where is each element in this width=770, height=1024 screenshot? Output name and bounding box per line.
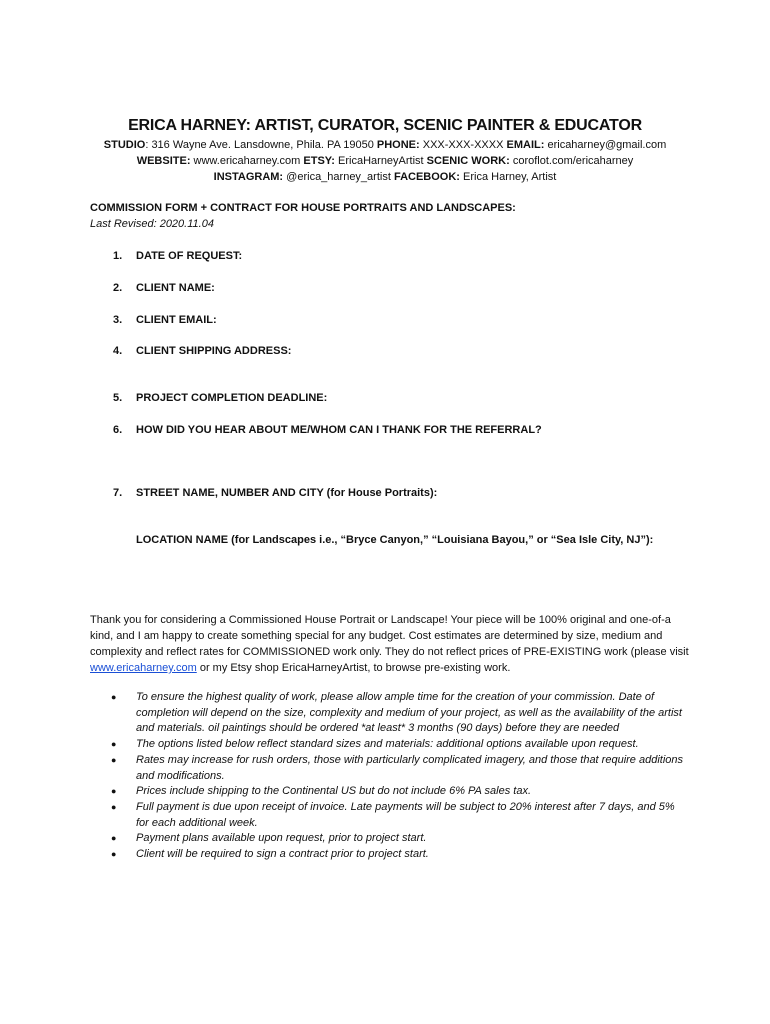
list-item <box>90 800 690 831</box>
field-label: HOW DID YOU HEAR ABOUT ME/WHOM CAN I THANK FOR THE REFERRAL? <box>136 424 542 436</box>
field-number: 5. <box>113 392 123 404</box>
field-label: CLIENT EMAIL: <box>136 314 217 326</box>
list-item <box>90 737 690 753</box>
studio-address: : 316 Wayne Ave. Lansdowne, Phila. PA 19050 <box>145 139 374 151</box>
field-label: STREET NAME, NUMBER AND CITY (for House Portraits): <box>136 487 438 499</box>
bullet-icon: ● <box>111 754 117 765</box>
intro-paragraph <box>90 612 690 676</box>
phone-label: PHONE: <box>376 139 420 151</box>
contact-line-studio <box>0 139 770 151</box>
document-title: ERICA HARNEY: ARTIST, CURATOR, SCENIC PAINTER & EDUCATOR <box>128 117 642 134</box>
list-item-text: To ensure the highest quality of work, please allow ample time for the creation of your commission. Date of completion will depend on the size, complexity and medium of your project, as well as the availability of the artist and materials. oil paintings should be ordered *at least* 3 months (90 days) before they are needed <box>136 691 682 735</box>
field-number: 4. <box>113 345 123 357</box>
scenic-work-label: SCENIC WORK: <box>426 155 510 167</box>
facebook-value: Erica Harney, Artist <box>463 171 557 183</box>
field-label: DATE OF REQUEST: <box>136 250 243 262</box>
field-number: 7. <box>113 487 123 499</box>
field-date-of-request <box>113 250 242 262</box>
field-label: PROJECT COMPLETION DEADLINE: <box>136 392 328 404</box>
website-value: www.ericaharney.com <box>193 155 301 167</box>
field-shipping-address <box>113 345 291 357</box>
field-label: CLIENT SHIPPING ADDRESS: <box>136 345 292 357</box>
field-number: 1. <box>113 250 123 262</box>
contact-line-web <box>0 155 770 167</box>
website-label: WEBSITE: <box>136 155 191 167</box>
field-number: 3. <box>113 314 123 326</box>
list-item <box>90 690 690 737</box>
list-item <box>90 784 690 800</box>
intro-text-start: Thank you for considering a Commissioned House Portrait or Landscape! Your piece will be 100% original and one-of-a kind, and I am happy to create something special for any budget. Cost estimates are determined by size, medium and complexity and reflect rates for COMMISSIONED work only. They do not reflect prices of PRE-EXISTING work (please visit <box>90 614 689 658</box>
email-label: EMAIL: <box>506 139 545 151</box>
field-label: CLIENT NAME: <box>136 282 215 294</box>
bullet-icon: ● <box>111 786 117 797</box>
bullet-icon: ● <box>111 849 117 860</box>
field-street-name <box>113 487 437 499</box>
list-item-text: Prices include shipping to the Continental US but do not include 6% PA sales tax. <box>136 785 532 798</box>
list-item-text: Rates may increase for rush orders, those with particularly complicated imagery, and those that require additions and modifications. <box>136 753 684 782</box>
form-heading: COMMISSION FORM + CONTRACT FOR HOUSE PORTRAITS AND LANDSCAPES: <box>90 202 516 214</box>
list-item-text: Full payment is due upon receipt of invoice. Late payments will be subject to 20% interest after 7 days, and 5% for each additional week. <box>136 800 675 829</box>
last-revised: Last Revised: 2020.11.04 <box>90 218 214 230</box>
bullet-icon: ● <box>111 833 117 844</box>
email-value: ericaharney@gmail.com <box>547 139 667 151</box>
facebook-label: FACEBOOK: <box>393 171 460 183</box>
intro-text-end: or my Etsy shop EricaHarneyArtist, to browse pre-existing work. <box>196 662 511 674</box>
instagram-value: @erica_harney_artist <box>286 171 391 183</box>
phone-value: XXX-XXX-XXXX <box>422 139 504 151</box>
field-client-name <box>113 282 215 294</box>
scenic-work-value: coroflot.com/ericaharney <box>512 155 634 167</box>
bullet-icon: ● <box>111 739 117 750</box>
field-number: 2. <box>113 282 123 294</box>
field-completion-deadline <box>113 392 327 404</box>
terms-list <box>90 690 690 863</box>
list-item-text: Payment plans available upon request, prior to project start. <box>136 832 427 845</box>
field-referral <box>113 424 542 436</box>
list-item <box>90 847 690 863</box>
etsy-label: ETSY: <box>303 155 335 167</box>
contact-line-social <box>0 171 770 183</box>
field-number: 6. <box>113 424 123 436</box>
list-item-text: Client will be required to sign a contract prior to project start. <box>136 848 429 861</box>
bullet-icon: ● <box>111 801 117 812</box>
studio-label: STUDIO <box>103 139 146 151</box>
etsy-value: EricaHarneyArtist <box>338 155 424 167</box>
list-item <box>90 831 690 847</box>
list-item-text: The options listed below reflect standard sizes and materials: additional options available upon request. <box>136 738 639 751</box>
field-client-email <box>113 314 217 326</box>
field-location-name: LOCATION NAME (for Landscapes i.e., “Bryce Canyon,” “Louisiana Bayou,” or “Sea Isle City, NJ”): <box>136 534 654 546</box>
bullet-icon: ● <box>111 692 117 702</box>
instagram-label: INSTAGRAM: <box>213 171 284 183</box>
website-link[interactable]: www.ericaharney.com <box>90 662 197 674</box>
list-item <box>90 753 690 784</box>
